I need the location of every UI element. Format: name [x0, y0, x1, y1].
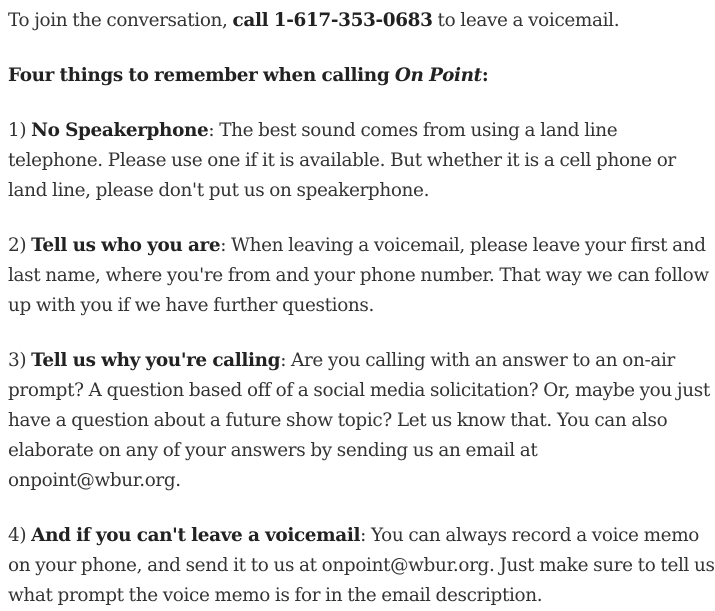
tip-body: : Are you calling with an answer to an on-air prompt? A question based off of a social media solicitation? Or, maybe you just have a question about a future show topic? Let us know that. You can also elaborate on any of your answers by sending us an email at onpoint@wbur.org.: [8, 350, 710, 491]
tip-title: And if you can't leave a voicemail: [31, 525, 361, 546]
tip-number: 1): [8, 120, 32, 141]
heading-prefix: Four things to remember when calling: [8, 65, 395, 86]
heading-text: [8, 65, 488, 86]
tip-number: 3): [8, 350, 32, 371]
tip-paragraph-3: [8, 346, 715, 496]
intro-suffix: to leave a voicemail.: [432, 10, 620, 31]
tip-number: 2): [8, 235, 32, 256]
tip-title: No Speakerphone: [31, 120, 209, 141]
tip-title: Tell us why you're calling: [31, 350, 281, 371]
tip-paragraph-4: [8, 521, 715, 611]
tip-body: : You can always record a voice memo on your phone, and send it to us at onpoint@wbur.org. Just make sure to tell us what prompt the voice memo is for in the email description.: [8, 525, 715, 606]
section-heading: [8, 61, 715, 91]
intro-paragraph: [8, 6, 715, 36]
intro-prefix: To join the conversation,: [8, 10, 233, 31]
phone-number: call 1-617-353-0683: [232, 10, 433, 31]
tip-body: : When leaving a voicemail, please leave your first and last name, where you're from and your phone number. That way we can follow up with you if we have further questions.: [8, 235, 709, 316]
tip-paragraph-1: [8, 116, 715, 206]
tip-body: : The best sound comes from using a land line telephone. Please use one if it is available. But whether it is a cell phone or land line, please don't put us on speakerphone.: [8, 120, 676, 201]
tip-number: 4): [8, 525, 32, 546]
show-name: On Point: [394, 65, 482, 86]
tip-paragraph-2: [8, 231, 715, 321]
tip-title: Tell us who you are: [31, 235, 221, 256]
heading-suffix: :: [481, 65, 489, 86]
